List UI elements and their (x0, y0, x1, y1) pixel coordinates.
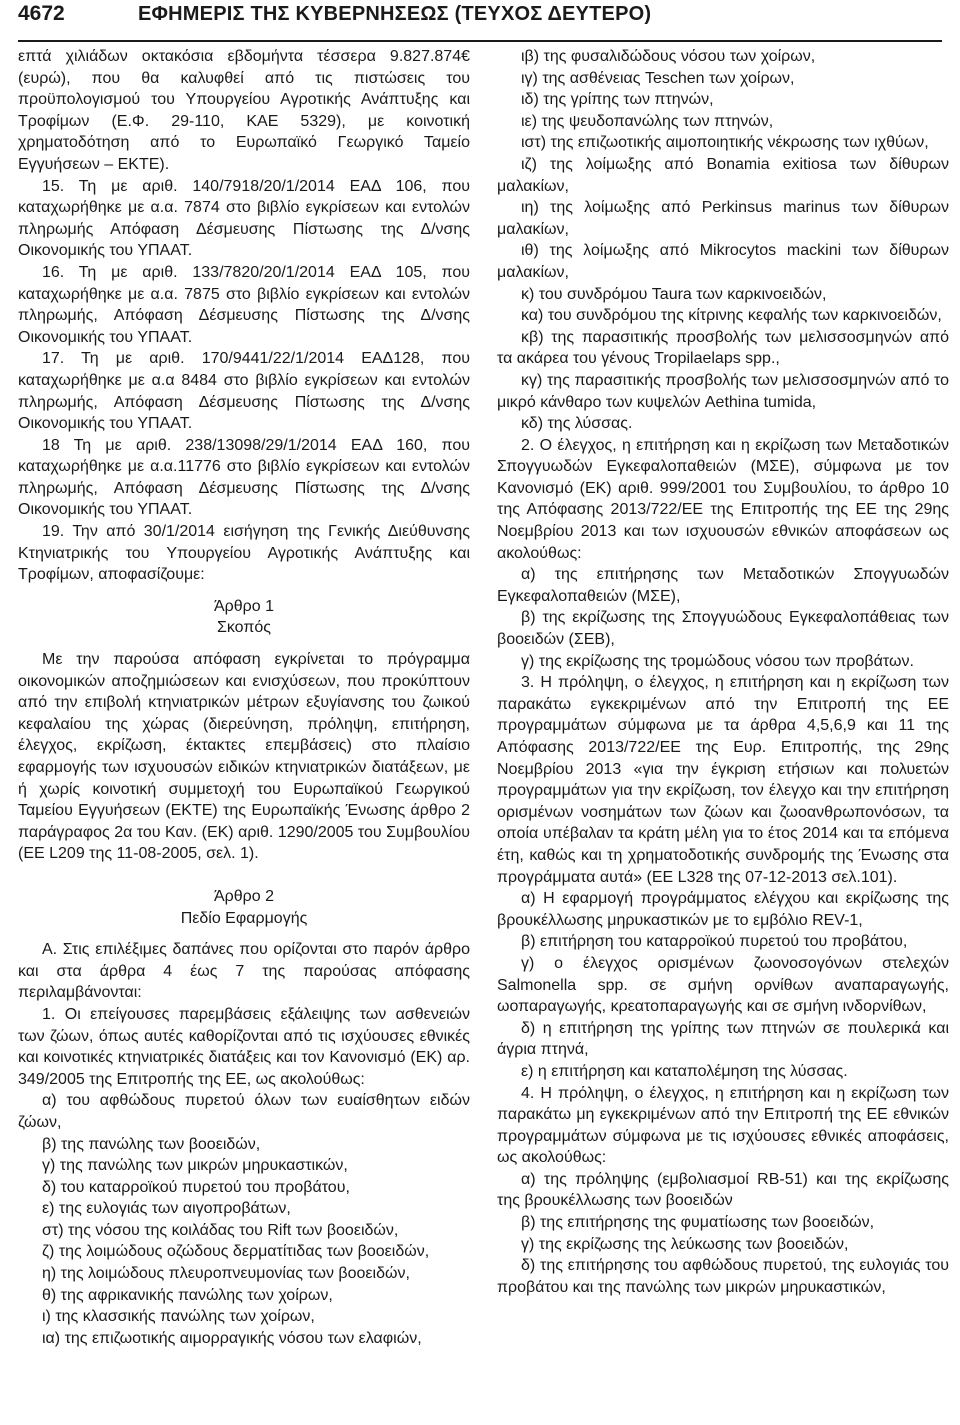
list-item: α) Η εφαρμογή προγράμματος ελέγχου και εκρίζωσης της βρουκέλλωσης μηρυκαστικών με το εμβόλιο REV-1, (497, 890, 949, 929)
article-subheading: Πεδίο Εφαρμογής (180, 909, 308, 927)
gazette-title: ΕΦΗΜΕΡΙΣ ΤΗΣ ΚΥΒΕΡΝΗΣΕΩΣ (ΤΕΥΧΟΣ ΔΕΥΤΕΡΟ) (138, 3, 652, 25)
list-item: κβ) της παρασιτικής προσβολής των μελισσοσμηνών από τα ακάρεα του γένους Tropilaelaps spp., (497, 328, 949, 368)
paragraph: Α. Στις επιλέξιμες δαπάνες που ορίζονται στο παρόν άρθρο και στα άρθρα 4 έως 7 της παρούσας απόφασης περιλαμβάνονται: (18, 941, 470, 1002)
paragraph: 15. Τη με αριθ. 140/7918/20/1/2014 ΕΑΔ 106, που καταχωρήθηκε με α.α. 7874 στο βιβλίο εγκρίσεων και εντολών πληρωμής Απόφαση Δέσμευσης Πίστωσης της Δ/νσης Οικονομικής του ΥΠΑΑΤ. (18, 177, 470, 260)
list-item: ιζ) της λοίμωξης από Bonamia exitiosa των δίθυρων μαλακίων, (497, 155, 949, 195)
paragraph: 4. Η πρόληψη, ο έλεγχος, η επιτήρηση και η εκρίζωση των παρακάτω μη εγκεκριμένων από την Επιτροπή της ΕΕ εθνικών προγραμμάτων σύμφωνα με τις ισχύουσες εθνικές αποφάσεις, ως ακολούθως: (497, 1084, 949, 1167)
list-item: ε) η επιτήρηση και καταπολέμηση της λύσσας. (521, 1062, 848, 1080)
list-item: δ) η επιτήρηση της γρίπης των πτηνών σε πουλερικά και άγρια πτηνά, (497, 1019, 949, 1059)
list-item: ιη) της λοίμωξης από Perkinsus marinus των δίθυρων μαλακίων, (497, 199, 949, 238)
paragraph: 19. Την από 30/1/2014 εισήγηση της Γενικής Διεύθυνσης Κτηνιατρικής του Υπουργείου Αγροτικής Ανάπτυξης και Τροφίμων, αποφασίζουμε: (18, 523, 470, 584)
article-heading: Άρθρο 1 (213, 597, 275, 615)
list-item: γ) της εκρίζωσης της λεύκωσης των βοοειδών, (521, 1235, 849, 1253)
paragraph: 1. Οι επείγουσες παρεμβάσεις εξάλειψης των ασθενειών των ζώων, όπως αυτές καθορίζονται από τις ισχύουσες εθνικές και κοινοτικές κτηνιατρικές διατάξεις και τον Κανονισμό (ΕΚ) αρ. 349/2005 της Επιτροπής της ΕΕ, ως ακολούθως: (18, 1005, 470, 1088)
article-heading: Άρθρο 2 (213, 887, 275, 905)
list-item: γ) της πανώλης των μικρών μηρυκαστικών, (42, 1157, 348, 1175)
list-item: ι) της κλασσικής πανώλης των χοίρων, (42, 1308, 315, 1326)
list-item: δ) του καταρροϊκού πυρετού του προβάτου, (42, 1178, 350, 1196)
list-item: γ) ο έλεγχος ορισμένων ζωονοσογόνων στελεχών Salmonella spp. σε σμήνη ορνίθων αναπαραγωγής, ωοπαραγωγής, κρεατοπαραγωγής και σε σμήνη ινδορνίθων, (497, 954, 949, 1016)
list-item: κ) του συνδρόμου Taura των καρκινοειδών, (521, 285, 827, 303)
paragraph: 18 Τη με αριθ. 238/13098/29/1/2014 ΕΑΔ 160, που καταχωρήθηκε με α.α.11776 στο βιβλίο εγκρίσεων και εντολών πληρωμής, Απόφαση Δέσμευσης Πίστωσης της Δ/νσης Οικονομικής του ΥΠΑΑΤ. (18, 436, 470, 519)
list-item: ιε) της ψευδοπανώλης των πτηνών, (521, 112, 774, 130)
list-item: β) επιτήρηση του καταρροϊκού πυρετού του προβάτου, (521, 933, 908, 951)
paragraph: 17. Τη με αριθ. 170/9441/22/1/2014 ΕΑΔ128, που καταχωρήθηκε με α.α 8484 στο βιβλίο εγκρίσεων και εντολών πληρωμής, Απόφαση Δέσμευσης Πίστωσης της Δ/νσης Οικονομικής του ΥΠΑΑΤ. (18, 350, 470, 433)
page-header (18, 0, 942, 42)
list-item: ε) της ευλογιάς των αιγοπροβάτων, (42, 1200, 291, 1218)
list-item: ζ) της λοιμώδους οζώδους δερματίτιδας των βοοειδών, (42, 1243, 430, 1261)
list-item: δ) της επιτήρησης του αφθώδους πυρετού, της ευλογιάς του προβάτου και της πανώλης των μικρών μηρυκαστικών, (497, 1257, 949, 1296)
paragraph: 2. Ο έλεγχος, η επιτήρηση και η εκρίζωση των Μεταδοτικών Σπογγυωδών Εγκεφαλοπαθειών (ΜΣΕ), σύμφωνα με τον Κανονισμό (ΕΚ) αριθ. 999/2001 του Συμβουλίου, το άρθρο 10 της Απόφασης 2013/722/ΕΕ της Επιτροπής της ΕΕ της 29ης Νοεμβρίου 2013 και των ισχυουσών εθνικών αποφάσεων ως ακολούθως: (497, 436, 949, 562)
list-item: στ) της νόσου της κοιλάδας του Rift των βοοειδών, (42, 1221, 399, 1239)
paragraph: επτά χιλιάδων οκτακόσια εβδομήντα τέσσερα 9.827.874€ (ευρώ), που θα καλυφθεί από τις πιστώσεις του προϋπολογισμού του Υπουργείου Αγροτικής Ανάπτυξης και Τροφίμων (Ε.Φ. 29-110, ΚΑΕ 5329), με κοινοτική χρηματοδότηση από το Ευρωπαϊκό Γεωργικό Ταμείο Εγγυήσεων – ΕΚΤΕ). (18, 48, 470, 173)
left-column (18, 46, 470, 1349)
list-item: α) της πρόληψης (εμβολιασμοί RB-51) και της εκρίζωσης της βρουκέλλωσης των βοοειδών (497, 1170, 949, 1210)
list-item: θ) της αφρικανικής πανώλης των χοίρων, (42, 1286, 333, 1304)
list-item: β) της επιτήρησης της φυματίωσης των βοοειδών, (521, 1214, 875, 1232)
paragraph: Με την παρούσα απόφαση εγκρίνεται το πρόγραμμα οικονομικών αποζημιώσεων και ενισχύσεων, που προκύπτουν από την επιβολή κτηνιατρικών μέτρων εξυγίανσης του ζωικού κεφαλαίου της χώρας (διερεύνηση, πρόληψη, επιτήρηση, έλεγχος, εκρίζωση, έκτακτες επεμβάσεις) στο πλαίσιο εφαρμογής των ισχυουσών ειδικών κτηνιατρικών διατάξεων, με ή χωρίς κοινοτική συμμετοχή του Ευρωπαϊκού Γεωργικού Ταμείου Εγγυήσεων (ΕΚΤΕ) της Ευρωπαϊκής Ένωσης άρθρο 2 παράγραφος 2α του Καν. (ΕΚ) αριθ. 1290/2005 του Συμβουλίου (ΕΕ L209 της 11-08-2005, σελ. 1). (18, 651, 470, 863)
list-item: ιστ) της επιζωοτικής αιμοποιητικής νέκρωσης των ιχθύων, (521, 134, 929, 152)
list-item: κδ) της λύσσας. (521, 415, 633, 433)
list-item: α) του αφθώδους πυρετού όλων των ευαίσθητων ειδών ζώων, (18, 1092, 470, 1131)
list-item: η) της λοιμώδους πλευροπνευμονίας των βοοειδών, (42, 1265, 410, 1283)
list-item: ιβ) της φυσαλιδώδους νόσου των χοίρων, (521, 48, 816, 65)
article-subheading: Σκοπός (216, 619, 271, 637)
right-column (497, 46, 949, 1298)
list-item: β) της εκρίζωσης της Σπογγυώδους Εγκεφαλοπάθειας των βοοειδών (ΣΕΒ), (497, 609, 949, 649)
list-item: ιδ) της γρίπης των πτηνών, (521, 91, 714, 109)
list-item: κγ) της παρασιτικής προσβολής των μελισσοσμηνών από το μικρό κάνθαρο των κυψελών Aethina tumida, (497, 371, 949, 411)
list-item: β) της πανώλης των βοοειδών, (42, 1135, 261, 1153)
list-item: ιγ) της ασθένειας Teschen των χοίρων, (521, 69, 795, 87)
list-item: γ) της εκρίζωσης της τρομώδους νόσου των προβάτων. (521, 652, 914, 670)
list-item: ιθ) της λοίμωξης από Mikrocytos mackini των δίθυρων μαλακίων, (497, 242, 949, 281)
page-number: 4672 (18, 2, 65, 25)
list-item: κα) του συνδρόμου της κίτρινης κεφαλής των καρκινοειδών, (521, 307, 942, 325)
list-item: α) της επιτήρησης των Μεταδοτικών Σπογγυωδών Εγκεφαλοπαθειών (ΜΣΕ), (497, 566, 949, 605)
paragraph: 3. Η πρόληψη, ο έλεγχος, η επιτήρηση και η εκρίζωση των παρακάτω εγκεκριμένων από την Επιτροπή της ΕΕ προγραμμάτων σύμφωνα με τα άρθρα 4,5,6,9 και 11 της Απόφασης 2013/722/ΕΕ της Ευρ. Επιτροπής, της 29ης Νοεμβρίου 2013 «για την έγκριση ετήσιων και πολυετών προγραμμάτων για την εκρίζωση, τον έλεγχο και την επιτήρηση ορισμένων νοσημάτων των ζώων και ζωοανθρωπονόσων, τα οποία υπέβαλαν τα κράτη μέλη για το έτος 2014 και τα επόμενα έτη, καθώς και τη χρηματοδοτικής συνδρομής της Ένωσης στα προγράμματα αυτά» (EE L328 της 07-12-2013 σελ.101). (497, 674, 949, 886)
paragraph: 16. Τη με αριθ. 133/7820/20/1/2014 ΕΑΔ 105, που καταχωρήθηκε με α.α. 7875 στο βιβλίο εγκρίσεων και εντολών πληρωμής, Απόφαση Δέσμευσης Πίστωσης της Δ/νσης Οικονομικής του ΥΠΑΑΤ. (18, 263, 470, 346)
list-item: ια) της επιζωοτικής αιμορραγικής νόσου των ελαφιών, (42, 1329, 422, 1347)
